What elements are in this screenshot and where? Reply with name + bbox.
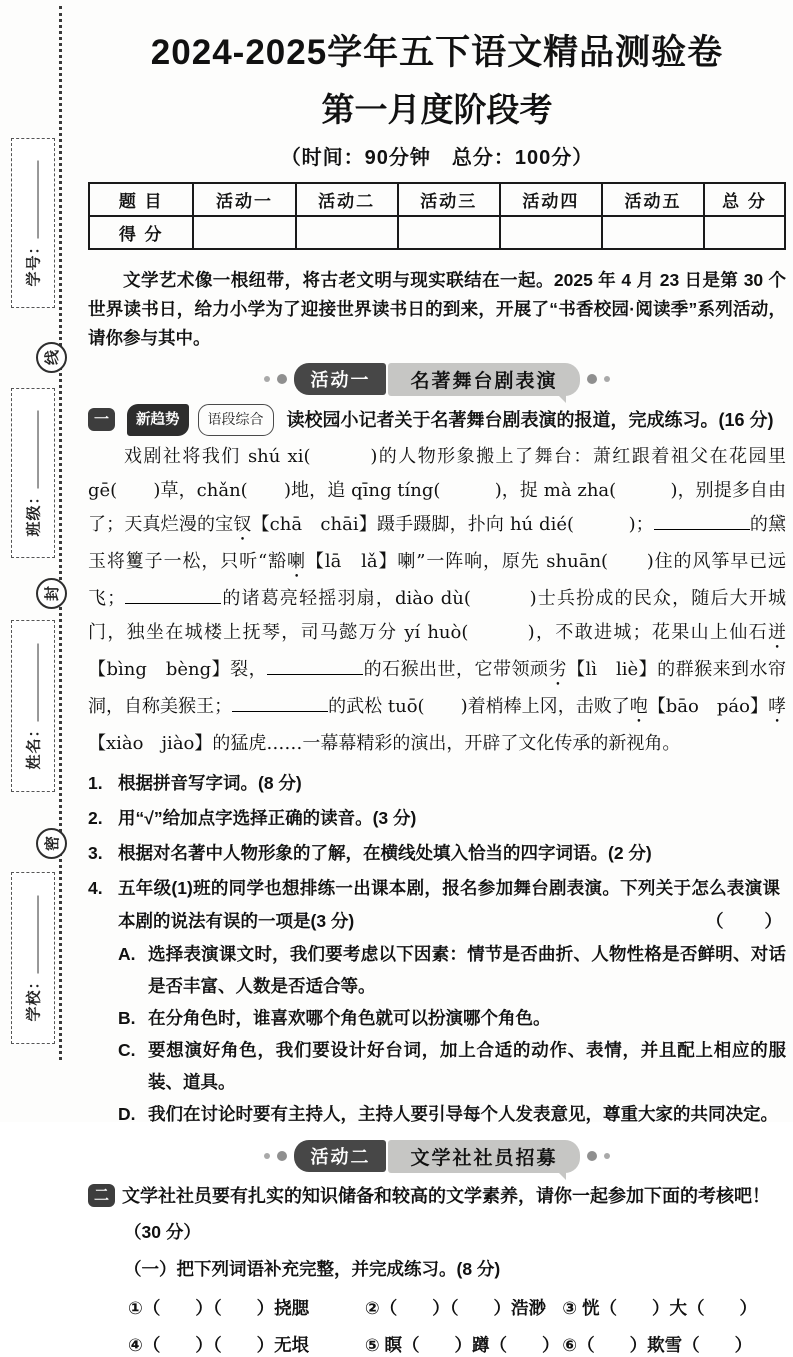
question-2: 2. 用“√”给加点字选择正确的读音。(3 分) — [88, 807, 417, 828]
option-a: A. 选择表演课文时，我们要考虑以下因素：情节是否曲折、人物性格是否鲜明、对话是否丰富、人数是否适合等。 — [118, 943, 786, 996]
score-cell — [296, 216, 398, 249]
question-4-stem: 五年级(1)班的同学也想排练一出课本剧，报名参加舞台剧表演。下列关于怎么表演课本剧的说法有误的一项是(3 分) （ ） — [118, 872, 786, 938]
intro-paragraph: 文学艺术像一根纽带，将古老文明与现实联结在一起。2025 年 4 月 23 日是第 30 个世界读书日，给力小学为了迎接世界读书日的到来，开展了“书香校园·阅读季”系列活动，请你参与其中。 — [88, 269, 786, 348]
dotted-character: 咆 — [629, 695, 648, 717]
decor-dot-icon — [277, 374, 287, 384]
score-table — [88, 182, 786, 250]
fill-in-blank — [267, 655, 363, 675]
class-label: 班级： — [25, 487, 43, 537]
decor-dot-icon — [277, 1151, 287, 1161]
word-item-2: ②（ ）（ ）浩渺 — [364, 1297, 546, 1318]
section2-subquestion-1: （一）把下列词语补充完整，并完成练习。(8 分) — [124, 1258, 501, 1279]
score-table-header-row — [89, 183, 785, 216]
activity1-tag: 活动一 — [294, 363, 386, 395]
paper-subtitle: 第一月度阶段考 — [321, 90, 553, 128]
question-4: 4. 五年级(1)班的同学也想排练一出课本剧，报名参加舞台剧表演。下列关于怎么表演课本剧的说法有误的一项是(3 分) （ ） — [88, 872, 786, 938]
school-label: 学校： — [25, 972, 43, 1022]
fill-in-blank — [654, 510, 750, 530]
score-cell — [704, 216, 785, 249]
section2-title: 文学社社员要有扎实的知识储备和较高的文学素养，请你一起参加下面的考核吧！ — [122, 1185, 770, 1206]
score-table-value-row — [89, 216, 785, 249]
decor-dot-icon — [264, 376, 270, 382]
student-id-blank — [24, 160, 39, 238]
section1-title: 读校园小记者关于名著舞台剧表演的报道，完成练习。(16 分) — [286, 409, 774, 430]
time-score-line: （时间：90分钟 总分：100分） — [280, 146, 594, 169]
section2-number-badge: 二 — [88, 1184, 115, 1207]
passage: 戏剧社将我们 shú xi( )的人物形象搬上了舞台：萧红跟着祖父在花园里 gē( )草，chǎn( )地，追 qīng tíng( )，捉 mà zha( )，别提多自由了；天真烂漫的宝钗【chā chāi】蹑手蹑脚，扑向 hú dié( )； 的黛玉将籰子一松，只听“豁喇【lā lǎ】喇”一阵响，原先 shuān( )住的风筝早已远飞； 的诸葛亮轻摇羽扇，diào dù( )士兵扮成的民众，随后大开城门，独坐在城楼上抚琴，司马懿万分 yí huò( )，不敢进城；花果山上仙石迸【bìng bèng】裂， 的石猴出世，它带领顽劣【lì liè】的群猴来到水帘洞，自称美猴王； 的武松 tuō( )着梢棒上冈，击败了咆【bāo páo】哮【xiào jiào】的猛虎……一幕幕精彩的演出，开辟了文化传承的新视角。 — [88, 445, 787, 754]
word-item-1: ①（ ）（ ）挠腮 — [128, 1297, 310, 1318]
seal-margin — [0, 0, 70, 1122]
main-content — [88, 30, 786, 1357]
section1-number-badge: 一 — [88, 408, 115, 431]
question-3: 3. 根据对名著中人物形象的了解，在横线处填入恰当的四字词语。(2 分) — [88, 842, 652, 863]
word-item-5: ⑤ 瞑（ ）蹲（ ） — [364, 1334, 560, 1355]
word-item-4: ④（ ）（ ）无垠 — [128, 1334, 310, 1355]
passage-type-badge: 语段综合 — [198, 404, 274, 436]
score-header-cell: 活动五 — [602, 183, 704, 216]
fill-in-blank — [232, 692, 328, 712]
dotted-character: 喇 — [287, 550, 306, 572]
option-c: C. 要想演好角色，我们要设计好台词，加上合适的动作、表情，并且配上相应的服装、道具。 — [118, 1039, 786, 1092]
section1-header — [88, 404, 786, 436]
option-b: B. 在分角色时，谁喜欢哪个角色就可以扮演哪个角色。 — [118, 1007, 551, 1028]
activity2-title: 文学社社员招募 — [388, 1140, 579, 1173]
seal-char-mi: 密 — [36, 828, 67, 859]
dotted-character: 劣 — [548, 658, 567, 680]
word-item-3: ③ 恍（ ）大（ ） — [562, 1297, 757, 1318]
score-header-cell: 活动一 — [193, 183, 295, 216]
question-1: 1. 根据拼音写字词。(8 分) — [88, 772, 302, 793]
name-label: 姓名： — [25, 720, 43, 770]
name-box — [11, 620, 55, 792]
name-blank — [24, 643, 39, 721]
score-cell — [398, 216, 500, 249]
student-id-box — [11, 138, 55, 308]
student-id-label: 学号： — [25, 237, 43, 287]
activity2-banner — [88, 1140, 786, 1173]
score-cell — [500, 216, 602, 249]
section2-score: （30 分） — [124, 1221, 201, 1242]
decor-dot-icon — [604, 1153, 610, 1159]
school-box — [11, 872, 55, 1044]
score-cell — [602, 216, 704, 249]
score-cell — [193, 216, 295, 249]
class-box — [11, 388, 55, 558]
word-item-6: ⑥（ ）欺雪（ ） — [562, 1334, 753, 1355]
score-header-cell: 活动三 — [398, 183, 500, 216]
new-trend-badge: 新趋势 — [127, 404, 189, 436]
dotted-character: 哮 — [768, 695, 787, 717]
decor-dot-icon — [587, 374, 597, 384]
question-list — [88, 767, 786, 1130]
dotted-character: 迸 — [768, 621, 786, 643]
score-header-cell: 活动四 — [500, 183, 602, 216]
activity1-title: 名著舞台剧表演 — [388, 363, 579, 396]
paper-title: 2024-2025学年五下语文精品测验卷 — [150, 33, 724, 72]
score-header-cell: 题 目 — [89, 183, 193, 216]
fill-in-blank — [125, 584, 221, 604]
school-blank — [24, 895, 39, 973]
option-d: D. 我们在讨论时要有主持人，主持人要引导每个人发表意见，尊重大家的共同决定。 — [118, 1103, 778, 1124]
class-blank — [24, 410, 39, 488]
answer-bracket: （ ） — [706, 910, 784, 931]
score-header-cell: 总 分 — [704, 183, 785, 216]
seal-char-line: 线 — [36, 342, 67, 373]
seal-char-feng: 封 — [36, 578, 67, 609]
decor-dot-icon — [587, 1151, 597, 1161]
dotted-character: 钗 — [233, 513, 252, 535]
seal-dotted-line — [59, 6, 62, 1060]
score-header-cell: 活动二 — [296, 183, 398, 216]
activity2-tag: 活动二 — [294, 1140, 386, 1172]
score-row-label: 得 分 — [89, 216, 193, 249]
section2-header — [88, 1181, 786, 1211]
decor-dot-icon — [604, 376, 610, 382]
activity1-banner — [88, 363, 786, 396]
decor-dot-icon — [264, 1153, 270, 1159]
word-completion-grid — [128, 1295, 786, 1357]
